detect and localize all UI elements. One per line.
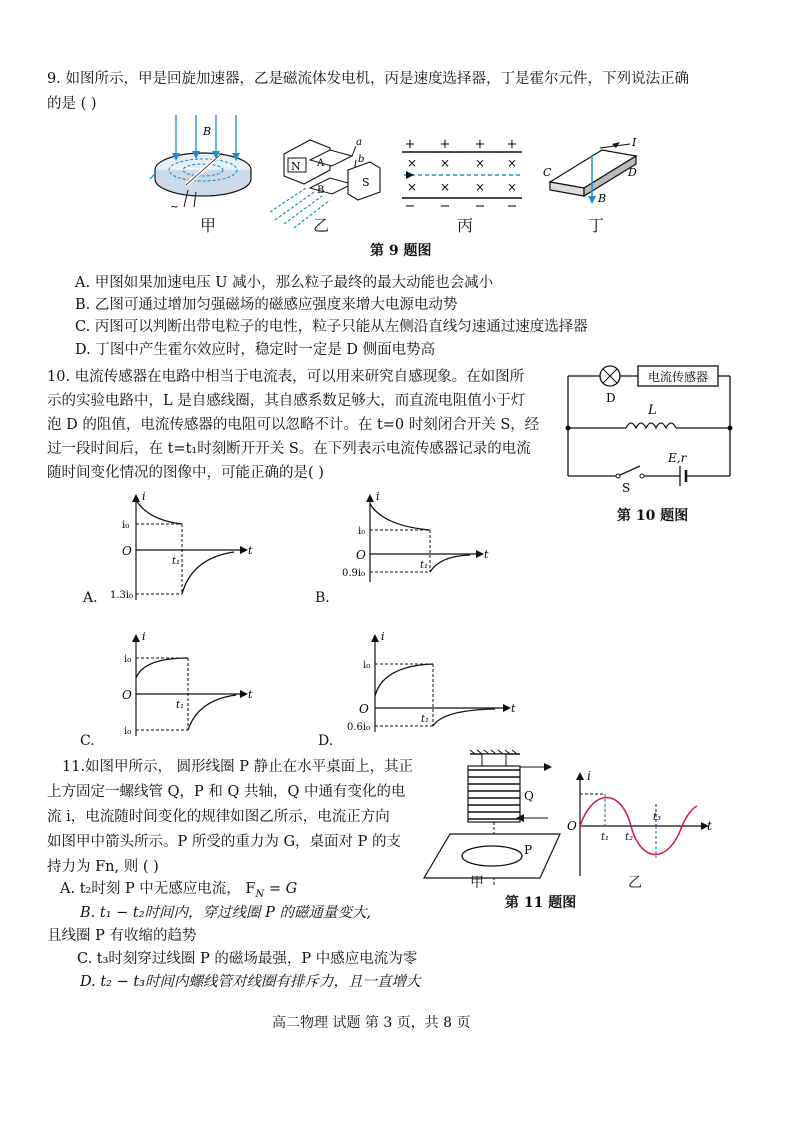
q9-stem-line1: 9. 如图所示，甲是回旋加速器，乙是磁流体发电机，丙是速度选择器，丁是霍尔元件，下列说法正确 <box>47 71 689 87</box>
t1-label: t₁ <box>601 832 610 843</box>
coil-p-label: P <box>524 843 533 857</box>
tick-label-bottom: 0.6i₀ <box>347 722 371 733</box>
cyclotron-figure <box>148 115 258 215</box>
t2-label: t₂ <box>625 832 634 843</box>
sensor-label: 电流传感器 <box>647 370 709 384</box>
plate-a-label: A <box>317 158 325 169</box>
mhd-generator-figure <box>270 130 390 230</box>
q10-option-a: A. <box>83 590 98 606</box>
q11-solenoid-figure <box>420 750 570 890</box>
switch-s-label: S <box>622 481 631 495</box>
q10-graph-a <box>108 492 258 602</box>
side-d-label: D <box>628 166 637 179</box>
q10-option-c: C. <box>80 733 95 749</box>
current-label: I <box>632 136 637 149</box>
q9-option-a: A. 甲图如果加速电压 U 减小，那么粒子最终的最大动能也会减小 <box>75 275 494 291</box>
south-pole-label: S <box>362 176 370 189</box>
axis-t-label: t <box>248 544 253 557</box>
q10-caption: 第 10 题图 <box>617 508 689 524</box>
q9-caption: 第 9 题图 <box>370 243 432 259</box>
inductor-l-label: L <box>648 403 657 418</box>
cross-mark: × <box>406 180 418 194</box>
terminal-b-label: b <box>358 154 365 165</box>
t1-label: t₁ <box>176 700 185 711</box>
q10-line1: 10. 电流传感器在电路中相当于电流表，可以用来研究自感现象。在如图所 <box>47 369 525 385</box>
q11-option-d: D. t₂ − t₃时间内螺线管对线圈有排斥力，且一直增大 <box>80 974 421 990</box>
q11-line3: 流 i，电流随时间变化的规律如图乙所示，电流正方向 <box>47 809 390 825</box>
q9-stem-line2: 的是 ( ) <box>47 96 97 112</box>
q11-option-b-cont: 且线圈 P 有收缩的趋势 <box>47 928 197 944</box>
fig-label-yi: 乙 <box>313 216 330 235</box>
axis-i-label: i <box>381 630 385 643</box>
q10-circuit-diagram <box>566 362 736 495</box>
q11-caption: 第 11 题图 <box>505 895 577 911</box>
lamp-d-label: D <box>606 391 616 405</box>
origin-label: O <box>359 702 369 716</box>
q10-graph-b <box>340 492 490 602</box>
q9-option-b: B. 乙图可通过增加匀强磁场的磁感应强度来增大电源电动势 <box>75 297 458 313</box>
tick-label-top: i₀ <box>358 526 366 537</box>
q10-line2: 示的实验电路中，L 是自感线圈，其自感系数足够大，而直流电阻值小于灯 <box>47 393 526 409</box>
terminal-a-label: a <box>356 137 362 148</box>
fig-label-ding: 丁 <box>588 216 605 235</box>
origin-label: O <box>567 819 577 833</box>
axis-t-label: t <box>511 702 516 715</box>
q10-option-b: B. <box>315 590 330 606</box>
q10-graph-c <box>108 632 258 742</box>
velocity-selector-figure <box>400 137 525 214</box>
plate-b-label: B <box>317 185 325 196</box>
q11-fig-label-yi: 乙 <box>628 875 642 891</box>
tick-label-top: i₀ <box>122 520 130 531</box>
page-footer: 高二物理 试题 第 3 页，共 8 页 <box>272 1015 471 1031</box>
fig-label-bing: 丙 <box>457 216 474 235</box>
hall-element-figure <box>540 136 650 216</box>
q11-line2: 上方固定一螺线管 Q，P 和 Q 共轴，Q 中通有变化的电 <box>47 784 406 800</box>
q11-line4: 如图甲中箭头所示。P 所受的重力为 G，桌面对 P 的支 <box>47 834 402 850</box>
axis-i-label: i <box>142 630 146 643</box>
q11-line1: 11.如图甲所示， 圆形线圈 P 静止在水平桌面上，其正 <box>62 759 414 775</box>
cross-mark: × <box>474 156 486 170</box>
tick-label-bottom: 1.3i₀ <box>110 590 134 601</box>
cross-mark: × <box>506 180 518 194</box>
axis-i-label: i <box>142 490 146 503</box>
plus-sign: + <box>404 137 416 152</box>
battery-label: E,r <box>668 451 687 465</box>
axis-i-label: i <box>587 769 591 783</box>
q10-line3: 泡 D 的阻值，电流传感器的电阻可以忽略不计。在 t=0 时刻闭合开关 S，经 <box>47 417 540 433</box>
north-pole-label: N <box>291 160 301 173</box>
minus-sign: − <box>506 199 518 214</box>
cross-mark: × <box>406 156 418 170</box>
minus-sign: − <box>439 199 451 214</box>
plus-sign: + <box>506 137 518 152</box>
q10-graph-d <box>345 632 520 742</box>
plus-sign: + <box>474 137 486 152</box>
cross-mark: × <box>439 180 451 194</box>
q10-line5: 随时间变化情况的图像中，可能正确的是( ) <box>47 465 324 481</box>
q10-option-d: D. <box>318 733 334 749</box>
axis-i-label: i <box>376 490 380 503</box>
solenoid-q-label: Q <box>524 789 534 803</box>
origin-label: O <box>122 544 132 558</box>
side-c-label: C <box>543 166 552 179</box>
axis-t-label: t <box>707 819 712 833</box>
q11-fig-label-jia: 甲 <box>470 875 484 891</box>
t1-label: t₁ <box>172 556 181 567</box>
minus-sign: − <box>474 199 486 214</box>
q11-current-graph <box>565 768 715 878</box>
q11-option-b: B. t₁ − t₂时间内，穿过线圈 P 的磁通量变大, <box>80 905 372 921</box>
cross-mark: × <box>439 156 451 170</box>
ac-source-symbol: ~ <box>170 200 180 213</box>
q9-option-d: D. 丁图中产生霍尔效应时，稳定时一定是 D 侧面电势高 <box>75 342 436 358</box>
tick-label-top: i₀ <box>124 654 132 665</box>
t1-label: t₁ <box>421 714 430 725</box>
origin-label: O <box>356 548 366 562</box>
plus-sign: + <box>439 137 451 152</box>
minus-sign: − <box>404 199 416 214</box>
axis-t-label: t <box>248 688 253 701</box>
q11-option-c: C. t₃时刻穿过线圈 P 的磁场最强，P 中感应电流为零 <box>77 951 418 967</box>
tick-label-bottom: i₀ <box>124 726 132 737</box>
cross-mark: × <box>506 156 518 170</box>
t3-label: t₃ <box>653 812 662 823</box>
t1-label: t₁ <box>420 560 429 571</box>
origin-label: O <box>122 688 132 702</box>
axis-t-label: t <box>484 548 489 561</box>
q10-line4: 过一段时间后，在 t=t₁时刻断开开关 S。在下列表示电流传感器记录的电流 <box>47 441 531 457</box>
b-field-label: B <box>598 192 607 205</box>
tick-label-bottom: 0.9i₀ <box>342 568 366 579</box>
cross-mark: × <box>474 180 486 194</box>
b-field-label: B <box>203 125 212 138</box>
q11-line5: 持力为 Fn, 则 ( ) <box>47 859 159 875</box>
tick-label-top: i₀ <box>363 660 371 671</box>
fig-label-jia: 甲 <box>200 216 217 235</box>
q11-option-a: A. t₂时刻 P 中无感应电流， $F_N = G$ <box>60 881 298 900</box>
q9-option-c: C. 丙图可以判断出带电粒子的电性，粒子只能从左侧沿直线匀速通过速度选择器 <box>75 319 588 335</box>
